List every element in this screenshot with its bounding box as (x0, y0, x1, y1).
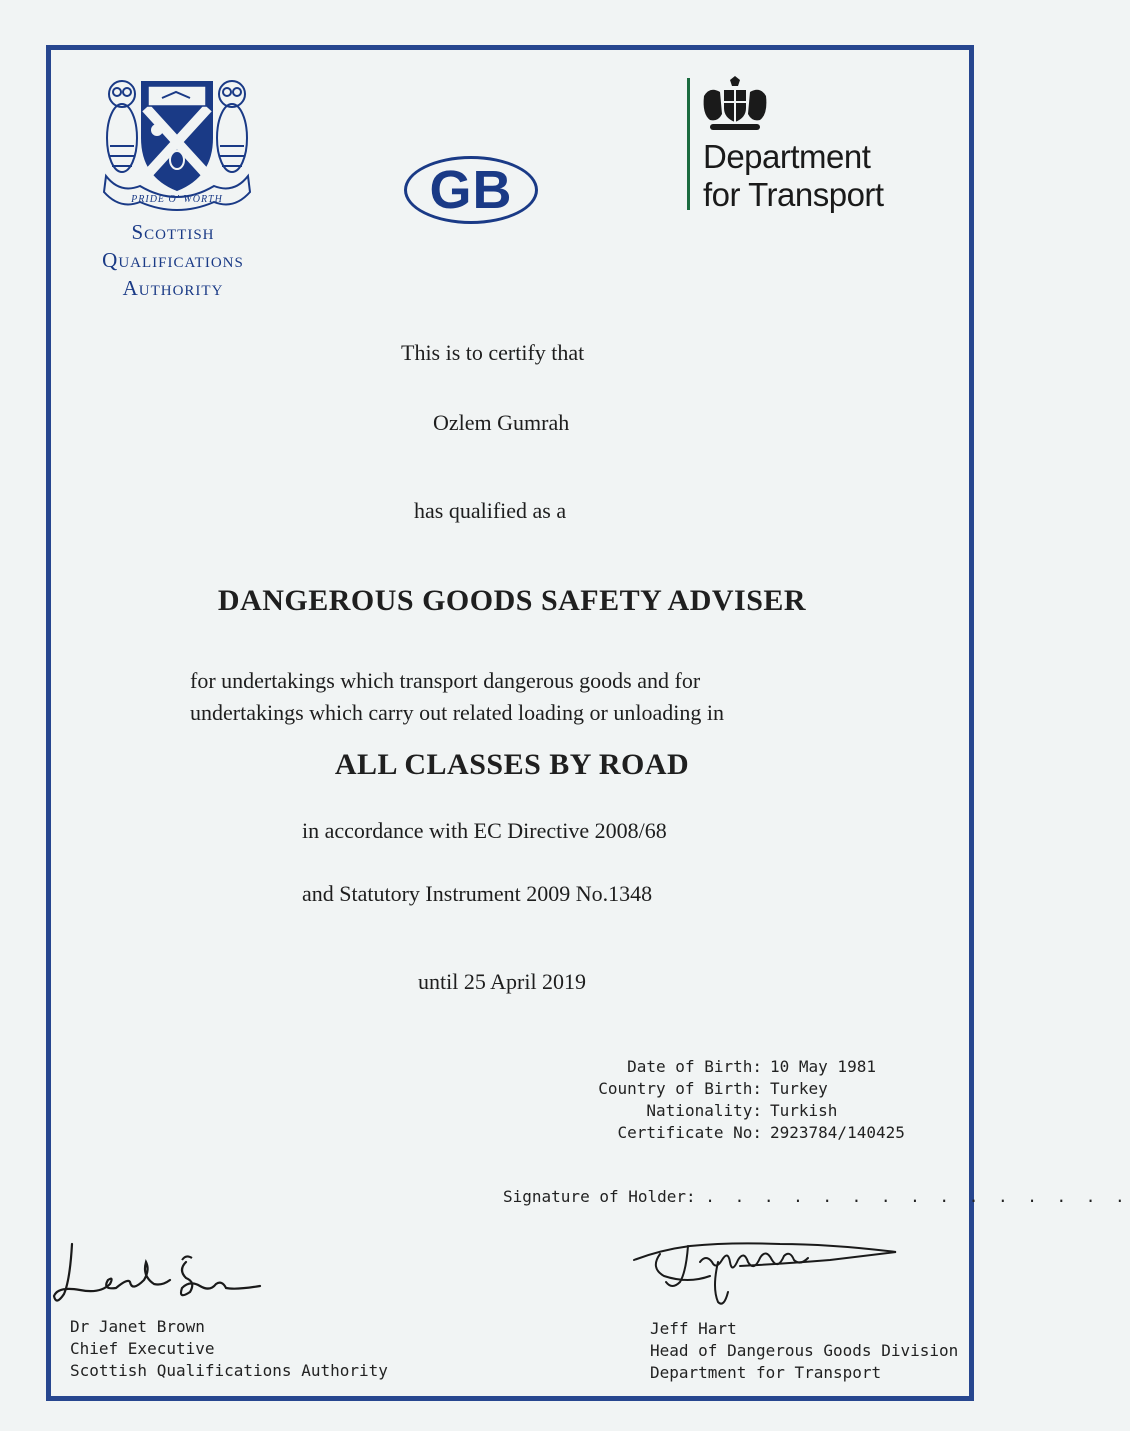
signatory-org: Scottish Qualifications Authority (70, 1361, 388, 1380)
instrument-line: and Statutory Instrument 2009 No.1348 (302, 881, 653, 906)
sqa-crest-logo (100, 68, 254, 214)
signatory-org: Department for Transport (650, 1363, 882, 1382)
detail-row (540, 1078, 905, 1100)
detail-label: Country of Birth: (598, 1079, 762, 1098)
certify-intro: This is to certify that (401, 340, 585, 365)
sqa-name-line: Authority (122, 276, 224, 300)
holder-signature-line (503, 1186, 1130, 1208)
signatory-right (650, 1318, 958, 1384)
detail-value: 2923784/140425 (770, 1123, 905, 1142)
qualification-title: DANGEROUS GOODS SAFETY ADVISER (217, 584, 807, 617)
dft-name (703, 138, 884, 214)
dft-divider (687, 78, 690, 210)
dft-name-line: for Transport (703, 176, 884, 213)
sqa-name-line: Qualifications (102, 248, 244, 272)
detail-label: Certificate No: (617, 1123, 762, 1142)
holder-name: Ozlem Gumrah (433, 410, 570, 435)
scope-line-1: for undertakings which transport dangerous goods and for (190, 668, 701, 693)
signatory-name: Dr Janet Brown (70, 1317, 205, 1336)
holder-details (540, 1056, 905, 1144)
signatory-name: Jeff Hart (650, 1319, 737, 1338)
directive-line: in accordance with EC Directive 2008/68 (302, 818, 667, 843)
signatory-role: Head of Dangerous Goods Division (650, 1341, 959, 1360)
royal-arms-icon (700, 76, 770, 134)
detail-label: Nationality: (646, 1101, 762, 1120)
janet-brown-signature (50, 1240, 270, 1316)
signatory-role: Chief Executive (70, 1339, 215, 1358)
validity-line: until 25 April 2019 (418, 969, 587, 994)
detail-row (540, 1056, 905, 1078)
jeff-hart-signature (630, 1232, 905, 1312)
detail-value: 10 May 1981 (770, 1057, 876, 1076)
detail-row (540, 1100, 905, 1122)
detail-row (540, 1122, 905, 1144)
qualified-as: has qualified as a (414, 498, 567, 523)
dft-name-line: Department (703, 138, 871, 175)
class-title: ALL CLASSES BY ROAD (334, 748, 690, 781)
scope-line-2: undertakings which carry out related loading or unloading in (190, 700, 724, 725)
detail-label: Date of Birth: (627, 1057, 762, 1076)
sqa-name-line: Scottish (131, 220, 215, 244)
holder-signature-label: Signature of Holder: (503, 1187, 696, 1206)
detail-value: Turkey (770, 1079, 828, 1098)
signatory-left (70, 1316, 388, 1382)
detail-value: Turkish (770, 1101, 838, 1120)
holder-signature-dots: . . . . . . . . . . . . . . . (705, 1187, 1130, 1206)
sqa-motto: PRIDE O' WORTH (131, 194, 223, 205)
gb-badge: GB (404, 156, 538, 224)
sqa-name (80, 218, 266, 302)
